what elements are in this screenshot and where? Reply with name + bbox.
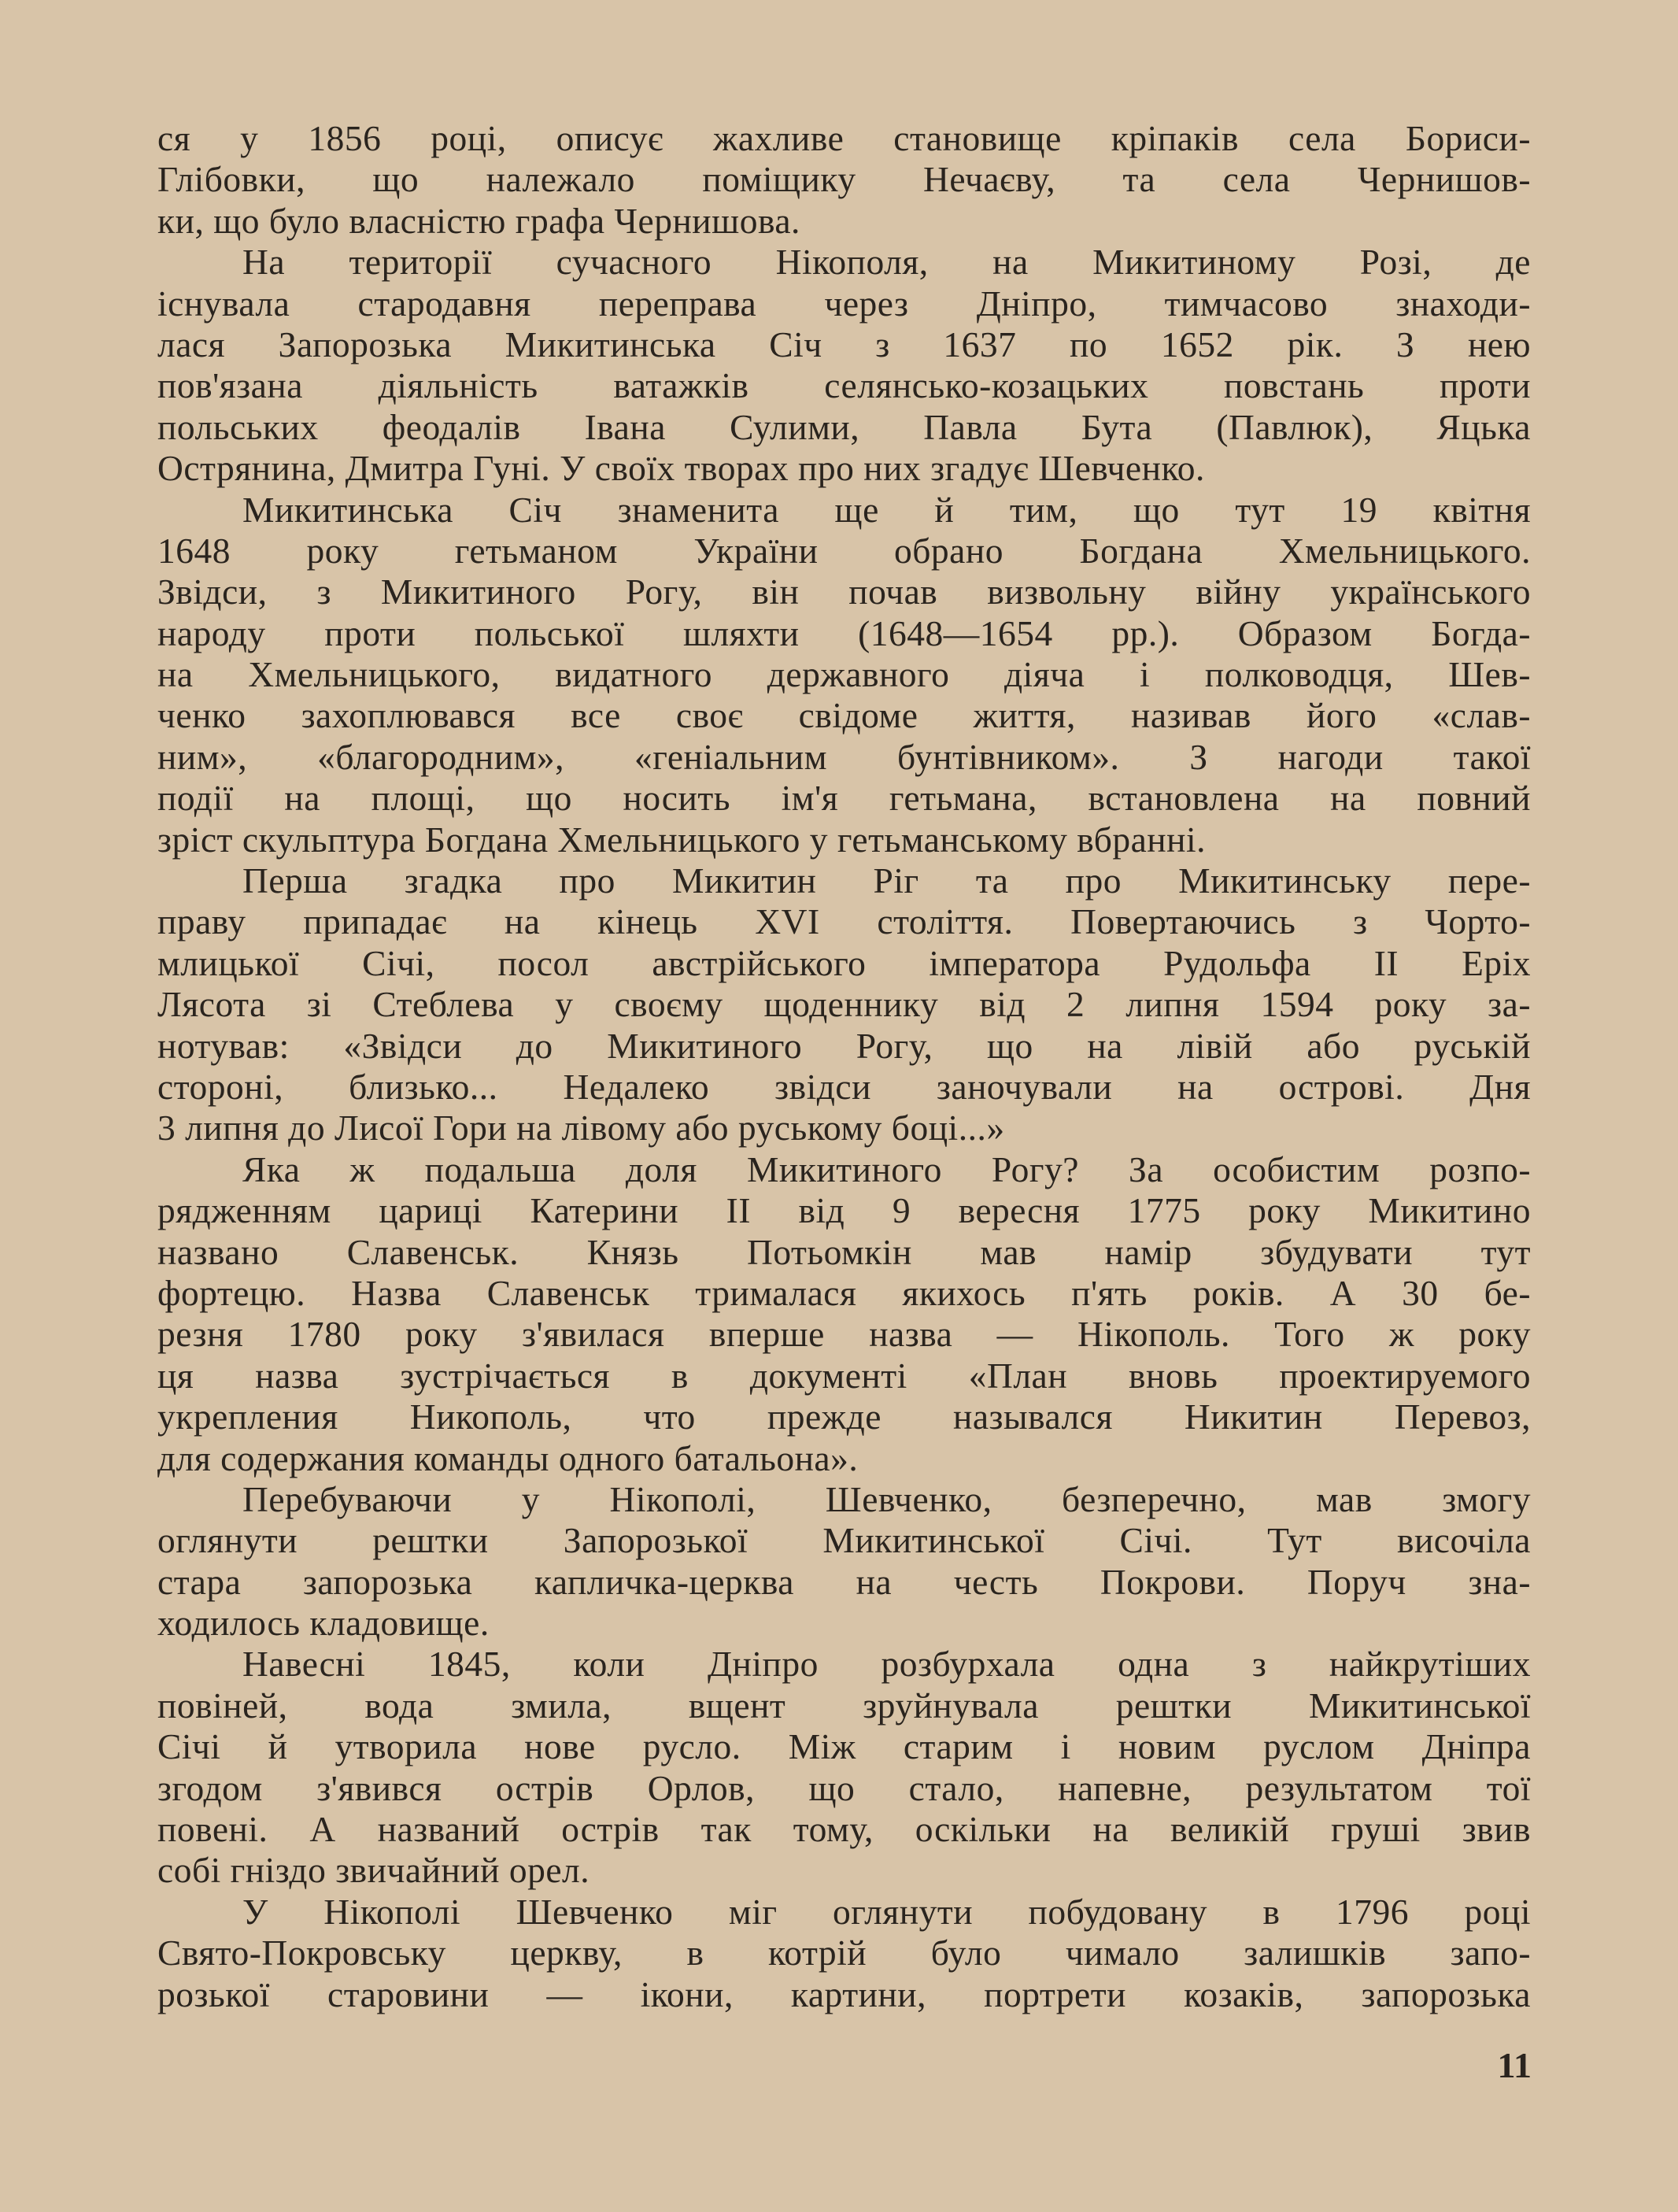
text-line: резня 1780 року з'явилася вперше назва — Нікополь. Того ж року [157, 1314, 1531, 1355]
text-line: польських феодалів Івана Сулими, Павла Бута (Павлюк), Яцька [157, 406, 1531, 447]
text-line: повені. А названий острів так тому, оскільки на великій груші звив [157, 1809, 1531, 1850]
text-line: Навесні 1845, коли Дніпро розбурхала одна з найкрутіших [242, 1644, 1531, 1685]
text-line: млицької Січі, посол австрійського імператора Рудольфа II Еріх [157, 942, 1531, 983]
text-line: 3 липня до Лисої Гори на лівому або руському боці...» [157, 1108, 1005, 1149]
text-line: Глібовки, що належало поміщику Нечаєву, та села Чернишов- [157, 159, 1531, 200]
text-line: для содержания команды одного батальона». [157, 1437, 859, 1478]
text-line: Яка ж подальша доля Микитиного Рогу? За особистим розпо- [242, 1149, 1531, 1189]
text-line: існувала стародавня переправа через Дніпро, тимчасово знаходи- [157, 283, 1531, 324]
text-line: розької старовини — ікони, картини, портрети козаків, запорозька [157, 1973, 1531, 2014]
text-line: рядженням цариці Катерини II від 9 вересня 1775 року Микитино [157, 1190, 1531, 1231]
text-line: ченко захоплювався все своє свідоме життя, називав його «слав- [157, 695, 1531, 736]
text-line: названо Славенськ. Князь Потьомкін мав намір збудувати тут [157, 1231, 1531, 1272]
text-line: стара запорозька капличка-церква на честь Покрови. Поруч зна- [157, 1561, 1531, 1602]
text-line: стороні, близько... Недалеко звідси заночували на острові. Дня [157, 1066, 1531, 1107]
text-line: нотував: «Звідси до Микитиного Рогу, що на лівій або руській [157, 1025, 1531, 1066]
text-line: Острянина, Дмитра Гуні. У своїх творах про них згадує Шевченко. [157, 448, 1205, 489]
text-line: згодом з'явився острів Орлов, що стало, напевне, результатом тої [157, 1767, 1531, 1808]
text-line: на Хмельницького, видатного державного діяча і полководця, Шев- [157, 654, 1531, 695]
text-line: У Нікополі Шевченко міг оглянути побудовану в 1796 році [242, 1891, 1531, 1932]
text-line: ним», «благородним», «геніальним бунтівником». З нагоди такої [157, 736, 1531, 777]
text-line: Перша згадка про Микитин Ріг та про Микитинську пере- [242, 860, 1531, 901]
text-line: народу проти польської шляхти (1648—1654 рр.). Образом Богда- [157, 612, 1531, 653]
page-number: 11 [1497, 2045, 1532, 2085]
text-line: праву припадає на кінець XVI століття. Повертаючись з Чорто- [157, 901, 1531, 942]
text-line: події на площі, що носить ім'я гетьмана, встановлена на повний [157, 778, 1531, 819]
text-line: Свято-Покровську церкву, в котрій було чимало залишків запо- [157, 1933, 1531, 1973]
text-line: На території сучасного Нікополя, на Микитиному Розі, де [242, 242, 1531, 283]
text-line: ся у 1856 році, описує жахливе становище кріпаків села Бориси- [157, 118, 1531, 158]
text-line: пов'язана діяльність ватажків селянсько-козацьких повстань проти [157, 365, 1531, 406]
page-body [157, 118, 1531, 2015]
text-line: фортецю. Назва Славенськ трималася якихось п'ять років. А 30 бе- [157, 1272, 1531, 1313]
text-line: Звідси, з Микитиного Рогу, він почав визвольну війну українського [157, 571, 1531, 612]
text-line: ходилось кладовище. [157, 1603, 490, 1644]
text-line: 1648 року гетьманом України обрано Богдана Хмельницького. [157, 530, 1531, 571]
text-line: собі гніздо звичайний орел. [157, 1850, 590, 1891]
text-line: Перебуваючи у Нікополі, Шевченко, безперечно, мав змогу [242, 1478, 1531, 1519]
text-line: зріст скульптура Богдана Хмельницького у гетьманському вбранні. [157, 819, 1207, 860]
text-line: Микитинська Січ знаменита ще й тим, що тут 19 квітня [242, 489, 1531, 530]
text-line: Лясота зі Стеблева у своєму щоденнику від 2 липня 1594 року за- [157, 984, 1531, 1025]
text-line: повіней, вода змила, вщент зруйнувала рештки Микитинської [157, 1685, 1531, 1726]
text-line: лася Запорозька Микитинська Січ з 1637 по 1652 рік. З нею [157, 324, 1531, 364]
text-line: ки, що було власністю графа Чернишова. [157, 200, 800, 241]
text-line: ця назва зустрічається в документі «План вновь проектируемого [157, 1355, 1531, 1396]
text-line: оглянути рештки Запорозької Микитинської Січі. Тут височіла [157, 1520, 1531, 1561]
text-line: укрепления Никополь, что прежде назывался Никитин Перевоз, [157, 1396, 1531, 1437]
text-line: Січі й утворила нове русло. Між старим і новим руслом Дніпра [157, 1726, 1531, 1767]
